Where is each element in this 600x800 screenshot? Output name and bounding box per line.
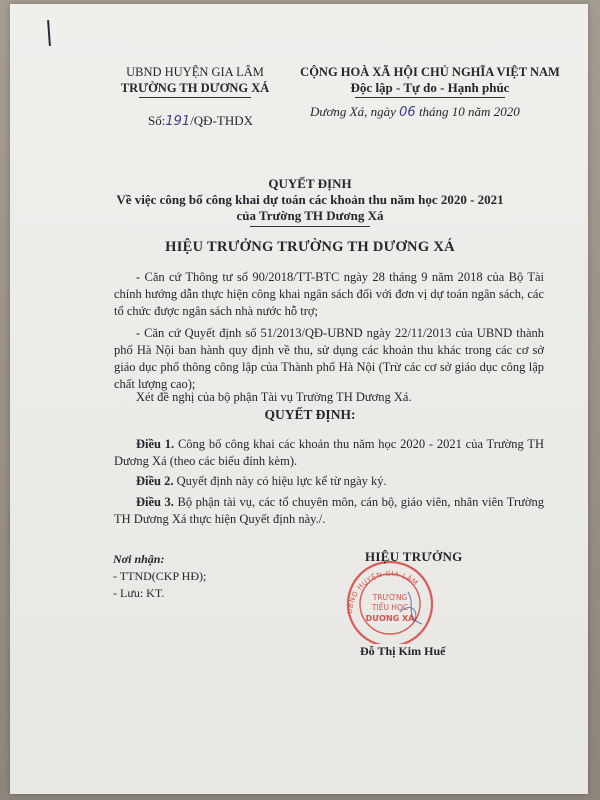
basis-paragraph-1: - Căn cứ Thông tư số 90/2018/TT-BTC ngày 28 tháng 9 năm 2018 của Bộ Tài chính hướng dẫn thực hiện công khai ngân sách đối với đơn vị dự toán ngân sách, các tổ chức được ngân sách nhà nước hỗ trợ; (114, 270, 544, 318)
proposal-paragraph: Xét đề nghị của bộ phận Tài vụ Trường TH Dương Xá. (136, 390, 412, 404)
document-page (10, 4, 588, 794)
authority-name: UBND HUYỆN GIA LÂM (126, 65, 264, 79)
basis-paragraph-2: - Căn cứ Quyết định số 51/2013/QĐ-UBND ngày 22/11/2013 của UBND thành phố Hà Nội ban hành quy định về thu, sử dụng các khoản thu khác trong các cơ sở giáo dục phổ thông công lập của Thành phố Hà Nội (Trừ các cơ sở giáo dục công lập chất lượng cao); (114, 326, 544, 391)
article-1 (114, 436, 544, 470)
school-seal (330, 552, 450, 644)
recipients-label: Nơi nhận: (113, 552, 165, 566)
seal-line-2: TIỂU HỌC (371, 603, 409, 612)
date-place: Dương Xá, ngày (310, 104, 396, 119)
national-header (285, 64, 575, 98)
signatory-name: Đỗ Thị Kim Huế (360, 644, 446, 658)
title-heading: QUYẾT ĐỊNH (268, 176, 352, 191)
nation-name: CỘNG HOÀ XÃ HỘI CHỦ NGHĨA VIỆT NAM (300, 65, 560, 79)
title-rule (250, 226, 370, 227)
date-day-handwritten: 06 (399, 105, 416, 120)
recipient-item: - Lưu: KT. (113, 586, 165, 600)
title-line-1: Về việc công bố công khai dự toán các khoản thu năm học 2020 - 2021 (116, 192, 504, 207)
issuing-authority-header (110, 64, 280, 98)
recipient-item: - TTND(CKP HĐ); (113, 569, 207, 583)
header-rule (139, 97, 251, 98)
article-2-text: Quyết định này có hiệu lực kể từ ngày ký. (173, 474, 387, 488)
doc-number-handwritten: 191 (165, 114, 191, 129)
decision-title (70, 176, 550, 227)
article-1-label: Điều 1. (136, 437, 175, 451)
article-3-label: Điều 3. (136, 495, 174, 509)
seal-line-3: DƯƠNG XÁ (365, 614, 415, 623)
article-1-text: Công bố công khai các khoản thu năm học 2020 - 2021 của Trường TH Dương Xá (theo các biểu đính kèm). (114, 437, 545, 468)
recipients-block (113, 551, 206, 602)
decision-heading: QUYẾT ĐỊNH: (264, 407, 356, 422)
article-3 (114, 494, 544, 528)
document-number (148, 113, 253, 129)
motto-rule (355, 97, 505, 98)
article-2-label: Điều 2. (136, 474, 174, 488)
date-rest: tháng 10 năm 2020 (418, 104, 520, 119)
seal-line-1: TRƯỜNG (372, 593, 408, 602)
signatory-title: HIỆU TRƯỞNG (365, 549, 463, 564)
doc-number-prefix: Số: (148, 113, 166, 128)
national-motto: Độc lập - Tự do - Hạnh phúc (350, 80, 510, 95)
seal-graphic (346, 562, 432, 644)
issuer-title: HIỆU TRƯỞNG TRƯỜNG TH DƯƠNG XÁ (165, 239, 455, 255)
seal-ring-text: UBND HUYỆN GIA LÂM (345, 569, 420, 615)
article-2 (114, 473, 544, 490)
article-3-text: Bộ phận tài vụ, các tổ chuyên môn, cán bộ, giáo viên, nhân viên Trường TH Dương Xá thực hiện Quyết định này./. (114, 495, 545, 526)
doc-number-suffix: /QĐ-THDX (190, 113, 253, 128)
date-line (310, 104, 520, 120)
school-name: TRƯỜNG TH DƯƠNG XÁ (120, 81, 270, 95)
title-line-2: của Trường TH Dương Xá (236, 208, 384, 223)
pen-mark (47, 20, 51, 46)
